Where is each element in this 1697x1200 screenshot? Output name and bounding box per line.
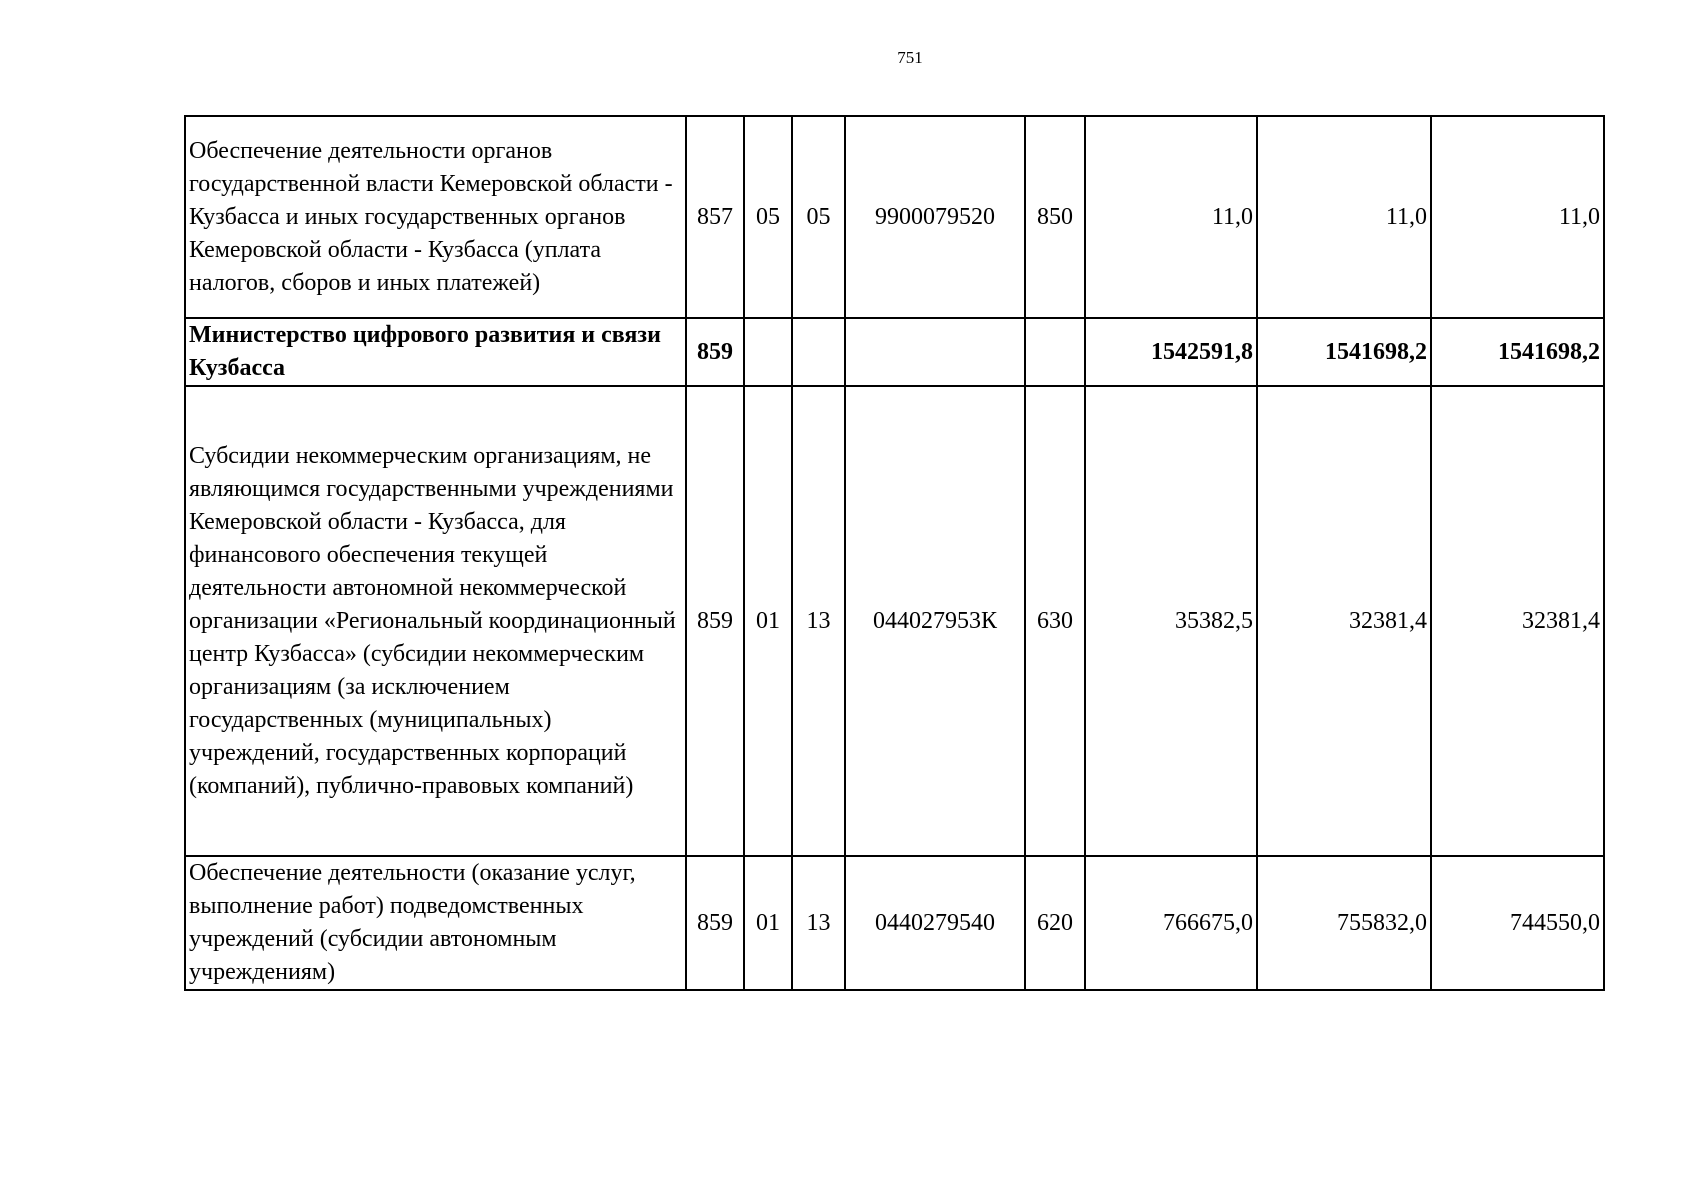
row-name-cell: Обеспечение деятельности (оказание услуг, выполнение работ) подведомственных учреждений (субсидии автономным учреждениям) bbox=[185, 856, 686, 990]
amount-3-cell: 1541698,2 bbox=[1431, 318, 1604, 386]
target-article-cell: 0440279540 bbox=[845, 856, 1025, 990]
amount-2-cell: 755832,0 bbox=[1257, 856, 1431, 990]
budget-table bbox=[184, 115, 1605, 991]
amount-1-cell: 35382,5 bbox=[1085, 386, 1257, 856]
target-article-cell: 044027953К bbox=[845, 386, 1025, 856]
grbs-cell: 859 bbox=[686, 386, 744, 856]
amount-2-cell: 32381,4 bbox=[1257, 386, 1431, 856]
amount-1-cell: 1542591,8 bbox=[1085, 318, 1257, 386]
table-row bbox=[185, 386, 1604, 856]
amount-3-cell: 744550,0 bbox=[1431, 856, 1604, 990]
row-name-cell: Министерство цифрового развития и связи Кузбасса bbox=[185, 318, 686, 386]
amount-3-cell: 32381,4 bbox=[1431, 386, 1604, 856]
table-row bbox=[185, 318, 1604, 386]
expense-type-cell: 620 bbox=[1025, 856, 1085, 990]
target-article-cell: 9900079520 bbox=[845, 116, 1025, 318]
subsection-cell bbox=[792, 318, 845, 386]
amount-2-cell: 11,0 bbox=[1257, 116, 1431, 318]
subsection-cell: 13 bbox=[792, 386, 845, 856]
page-number: 751 bbox=[897, 48, 923, 67]
row-name-cell: Обеспечение деятельности органов государственной власти Кемеровской области - Кузбасса и иных государственных органов Кемеровской области - Кузбасса (уплата налогов, сборов и иных платежей) bbox=[185, 116, 686, 318]
grbs-cell: 859 bbox=[686, 856, 744, 990]
amount-1-cell: 766675,0 bbox=[1085, 856, 1257, 990]
amount-1-cell: 11,0 bbox=[1085, 116, 1257, 318]
expense-type-cell bbox=[1025, 318, 1085, 386]
grbs-cell: 857 bbox=[686, 116, 744, 318]
row-name-cell: Субсидии некоммерческим организациям, не являющимся государственными учреждениями Кемеровской области - Кузбасса, для финансового обеспечения текущей деятельности автономной некоммерческой организации «Региональный координационный центр Кузбасса» (субсидии некоммерческим организациям (за исключением государственных (муниципальных) учреждений, государственных корпораций (компаний), публично-правовых компаний) bbox=[185, 386, 686, 856]
section-cell: 01 bbox=[744, 386, 792, 856]
expense-type-cell: 850 bbox=[1025, 116, 1085, 318]
target-article-cell bbox=[845, 318, 1025, 386]
subsection-cell: 13 bbox=[792, 856, 845, 990]
amount-2-cell: 1541698,2 bbox=[1257, 318, 1431, 386]
section-cell: 05 bbox=[744, 116, 792, 318]
subsection-cell: 05 bbox=[792, 116, 845, 318]
section-cell bbox=[744, 318, 792, 386]
grbs-cell: 859 bbox=[686, 318, 744, 386]
expense-type-cell: 630 bbox=[1025, 386, 1085, 856]
table-row bbox=[185, 856, 1604, 990]
section-cell: 01 bbox=[744, 856, 792, 990]
amount-3-cell: 11,0 bbox=[1431, 116, 1604, 318]
table-row bbox=[185, 116, 1604, 318]
